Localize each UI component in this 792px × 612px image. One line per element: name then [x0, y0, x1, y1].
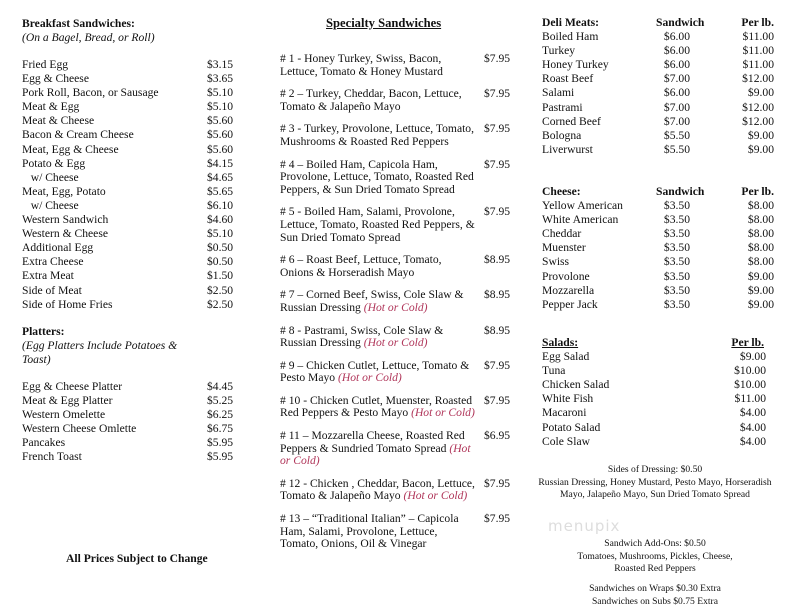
item-text: # 12 - Chicken , Cheddar, Bacon, Lettuce, Tomato & Jalapeño Mayo — [280, 476, 475, 503]
item-description — [280, 478, 476, 503]
item-name: Corned Beef — [542, 114, 601, 128]
item-price: $0.50 — [207, 255, 234, 269]
menu-item-row — [22, 298, 234, 312]
sandwich-price: $6.00 — [663, 86, 690, 100]
item-name: Meat & Cheese — [22, 114, 95, 128]
per-lb-price: $4.00 — [739, 406, 766, 420]
menu-item-row — [22, 185, 234, 199]
item-name: Roast Beef — [542, 72, 594, 86]
menu-item-row — [22, 86, 234, 100]
specialty-title: Specialty Sandwiches — [326, 16, 442, 30]
per-lb-price: $12.00 — [742, 114, 774, 128]
menu-item-row — [22, 171, 234, 185]
specialty-item — [280, 123, 512, 148]
item-name: Extra Cheese — [22, 255, 84, 269]
breakfast-subtitle: (On a Bagel, Bread, or Roll) — [22, 31, 155, 44]
item-price: $5.95 — [207, 436, 234, 450]
item-text: # 5 - Boiled Ham, Salami, Provolone, Lettuce, Tomato, Roasted Red Peppers, & Sun Dried Tomato Spread — [280, 205, 475, 244]
item-name: Macaroni — [542, 406, 587, 420]
per-lb-price: $4.00 — [739, 434, 766, 448]
menu-item-row — [22, 394, 234, 408]
item-text: # 8 - Pastrami, Swiss, Cole Slaw & Russian Dressing — [280, 323, 444, 350]
section-header — [542, 336, 776, 350]
platters-subtitle: (Egg Platters Include Potatoes & Toast) — [22, 339, 178, 366]
menu-item-row — [542, 101, 776, 115]
item-name: Tuna — [542, 364, 566, 378]
menu-item-row — [542, 350, 776, 364]
item-name: Meat, Egg, Potato — [22, 184, 106, 198]
hot-or-cold-label: (Hot or Cold) — [363, 336, 428, 350]
per-lb-price: $9.00 — [747, 283, 774, 297]
item-description — [280, 88, 476, 113]
item-name: French Toast — [22, 450, 82, 464]
hot-or-cold-label: (Hot or Cold) — [411, 406, 475, 420]
item-name: Chicken Salad — [542, 378, 610, 392]
item-price: $3.15 — [207, 58, 234, 71]
section-title: Salads: — [542, 336, 579, 349]
sandwich-price: $7.00 — [663, 72, 690, 86]
item-name: Yellow American — [542, 199, 623, 213]
item-name: White Fish — [542, 392, 594, 406]
menu-item-row — [542, 241, 776, 255]
per-lb-price: $8.00 — [747, 199, 774, 213]
per-lb-price: $9.00 — [739, 350, 766, 364]
item-price: $5.60 — [207, 142, 234, 156]
item-price: $5.10 — [207, 227, 234, 241]
specialty-item — [280, 325, 512, 350]
item-name: Bologna — [542, 128, 582, 142]
specialty-item — [280, 53, 512, 78]
item-price: $6.95 — [484, 429, 511, 443]
addons-list: Tomatoes, Mushrooms, Pickles, Cheese, Roasted Red Peppers — [577, 550, 733, 574]
menu-item-row — [542, 213, 776, 227]
item-price: $5.60 — [207, 114, 234, 128]
specialty-item — [280, 478, 512, 503]
menu-item-row — [542, 72, 776, 86]
sandwich-price: $3.50 — [663, 199, 690, 213]
item-price: $5.25 — [207, 394, 234, 408]
sandwich-price: $6.00 — [663, 44, 690, 58]
item-name: Cheddar — [542, 227, 582, 241]
dressing-note — [530, 464, 780, 502]
column-per-lb: Per lb. — [731, 336, 764, 349]
item-price: $2.50 — [207, 297, 234, 311]
item-price: $7.95 — [484, 87, 511, 101]
per-lb-price: $9.00 — [747, 86, 774, 100]
per-lb-price: $9.00 — [747, 128, 774, 142]
item-name: Potato & Egg — [22, 156, 86, 170]
per-lb-price: $12.00 — [742, 72, 774, 86]
item-name: Salami — [542, 86, 575, 100]
breakfast-list — [22, 58, 234, 312]
sandwich-price: $3.50 — [663, 213, 690, 227]
item-name: Pork Roll, Bacon, or Sausage — [22, 86, 159, 100]
menu-item-row — [22, 72, 234, 86]
dressing-title: Sides of Dressing: $0.50 — [607, 464, 703, 475]
specialty-item — [280, 289, 512, 314]
hot-or-cold-label: (Hot or Cold) — [280, 441, 471, 468]
menu-item-row — [542, 143, 776, 157]
menu-item-row — [542, 406, 776, 420]
per-lb-price: $10.00 — [734, 378, 766, 392]
column-per-lb: Per lb. — [741, 185, 774, 198]
wraps-note: Sandwiches on Wraps $0.30 Extra — [589, 583, 721, 594]
item-price: $6.10 — [207, 198, 234, 212]
item-name: Turkey — [542, 44, 576, 58]
specialty-list — [280, 53, 512, 561]
item-price: $4.65 — [207, 170, 234, 184]
menu-item-row — [542, 115, 776, 129]
menu-item-row — [542, 270, 776, 284]
item-price: $7.95 — [484, 52, 511, 65]
item-text: # 3 - Turkey, Provolone, Lettuce, Tomato, Mushrooms & Roasted Red Peppers — [280, 122, 475, 148]
sandwich-price: $7.00 — [663, 100, 690, 114]
menu-item-row — [542, 86, 776, 100]
deli-section — [542, 16, 776, 157]
per-lb-price: $11.00 — [742, 30, 774, 44]
menu-item-row — [22, 143, 234, 157]
menu-item-row — [22, 255, 234, 269]
item-name: Additional Egg — [22, 241, 94, 255]
item-name: Western Omelette — [22, 408, 106, 422]
item-name: Egg Salad — [542, 350, 590, 364]
item-text: # 10 - Chicken Cutlet, Muenster, Roasted Red Peppers & Pesto Mayo — [280, 393, 473, 420]
per-lb-price: $9.00 — [747, 297, 774, 311]
item-description — [280, 206, 476, 244]
item-price: $6.25 — [207, 408, 234, 422]
hot-or-cold-label: (Hot or Cold) — [363, 300, 428, 314]
cheese-section — [542, 185, 776, 312]
menu-item-row — [542, 378, 776, 392]
item-price: $6.75 — [207, 422, 234, 436]
menu-item-row — [542, 421, 776, 435]
per-lb-price: $11.00 — [742, 58, 774, 72]
item-price: $5.10 — [207, 86, 234, 100]
column-per-lb: Per lb. — [741, 16, 774, 29]
item-name: Western Sandwich — [22, 213, 109, 227]
dressing-list: Russian Dressing, Honey Mustard, Pesto Mayo, Horseradish Mayo, Jalapeño Mayo, Sun Dried Tomato Spread — [538, 476, 772, 500]
item-name: Meat & Egg — [22, 100, 80, 114]
item-price: $0.50 — [207, 241, 234, 255]
menu-item-row — [22, 408, 234, 422]
menu-item-row — [22, 128, 234, 142]
menu-item-row — [542, 58, 776, 72]
per-lb-price: $11.00 — [734, 392, 766, 406]
section-header — [542, 185, 776, 199]
item-price: $8.95 — [484, 323, 511, 337]
menu-item-row — [22, 213, 234, 227]
menu-item-row — [542, 44, 776, 58]
item-price: $8.95 — [484, 253, 511, 267]
price-change-note: All Prices Subject to Change — [66, 552, 208, 565]
item-name: Egg & Cheese Platter — [22, 380, 123, 393]
item-description — [280, 53, 476, 78]
item-price: $7.95 — [484, 476, 511, 490]
sandwich-price: $3.50 — [663, 227, 690, 241]
menu-item-row — [22, 269, 234, 283]
item-price: $5.95 — [207, 450, 234, 464]
item-name: Meat & Egg Platter — [22, 394, 113, 408]
addons-note — [530, 538, 780, 576]
column-sandwich: Sandwich — [656, 185, 705, 198]
specialty-item — [280, 395, 512, 420]
menu-item-row — [22, 450, 234, 464]
section-header — [542, 16, 776, 30]
per-lb-price: $11.00 — [742, 44, 774, 58]
item-text: # 9 – Chicken Cutlet, Lettuce, Tomato & Pesto Mayo — [280, 358, 470, 385]
menu-item-row — [22, 380, 234, 394]
item-text: # 11 – Mozzarella Cheese, Roasted Red Peppers & Sundried Tomato Spread — [280, 429, 465, 455]
per-lb-price: $4.00 — [739, 420, 766, 434]
item-name: Side of Meat — [22, 283, 82, 297]
item-price: $4.60 — [207, 213, 234, 227]
menu-item-row — [542, 30, 776, 44]
sandwich-price: $6.00 — [663, 58, 690, 72]
item-text: # 4 – Boiled Ham, Capicola Ham, Provolone, Lettuce, Tomato, Roasted Red Peppers, & Sun Dried Tomato Spread — [280, 157, 474, 196]
item-price: $7.95 — [484, 122, 511, 136]
item-name: Egg & Cheese — [22, 72, 89, 86]
menu-item-row — [542, 227, 776, 241]
specialty-item — [280, 88, 512, 113]
item-description — [280, 159, 476, 197]
menu-item-row — [542, 392, 776, 406]
item-price: $7.95 — [484, 512, 511, 526]
item-text: # 7 – Corned Beef, Swiss, Cole Slaw & Russian Dressing — [280, 288, 464, 314]
menu-item-row — [22, 241, 234, 255]
item-description — [280, 430, 476, 468]
item-description — [280, 395, 476, 420]
hot-or-cold-label: (Hot or Cold) — [337, 371, 402, 385]
sandwich-price: $3.50 — [663, 283, 690, 297]
item-description — [280, 123, 476, 148]
item-name: Liverwurst — [542, 142, 593, 156]
item-name: White American — [542, 213, 619, 227]
item-name: Provolone — [542, 269, 590, 283]
item-name: Fried Egg — [22, 58, 69, 71]
menu-item-row — [542, 284, 776, 298]
specialty-item — [280, 430, 512, 468]
per-lb-price: $8.00 — [747, 241, 774, 255]
item-description — [280, 325, 476, 350]
column-sandwich: Sandwich — [656, 16, 705, 29]
platters-list — [22, 380, 234, 465]
item-description — [280, 289, 476, 314]
sandwich-price: $6.00 — [663, 30, 690, 44]
menu-item-row — [22, 227, 234, 241]
menu-item-row — [542, 298, 776, 312]
per-lb-price: $9.00 — [747, 269, 774, 283]
menu-item-row — [542, 255, 776, 269]
item-description — [280, 254, 476, 279]
item-text: # 2 – Turkey, Cheddar, Bacon, Lettuce, Tomato & Jalapeño Mayo — [280, 87, 462, 113]
sandwich-price: $3.50 — [663, 269, 690, 283]
item-price: $2.50 — [207, 283, 234, 297]
per-lb-price: $8.00 — [747, 255, 774, 269]
salads-section — [542, 336, 776, 449]
menu-item-row — [542, 435, 776, 449]
item-name: w/ Cheese — [22, 198, 79, 212]
addons-title: Sandwich Add-Ons: $0.50 — [604, 538, 706, 549]
menu-item-row — [22, 100, 234, 114]
menu-item-row — [542, 364, 776, 378]
sandwich-price: $3.50 — [663, 241, 690, 255]
menu-item-row — [22, 199, 234, 213]
item-name: Side of Home Fries — [22, 297, 113, 311]
specialty-item — [280, 159, 512, 197]
item-name: Western & Cheese — [22, 227, 108, 241]
hot-or-cold-label: (Hot or Cold) — [403, 489, 468, 503]
sandwich-price: $3.50 — [663, 255, 690, 269]
item-name: Muenster — [542, 241, 586, 255]
item-name: Western Cheese Omlette — [22, 422, 137, 436]
menu-item-row — [542, 199, 776, 213]
item-name: Boiled Ham — [542, 30, 599, 44]
item-text: # 6 – Roast Beef, Lettuce, Tomato, Onions & Horseradish Mayo — [280, 253, 442, 279]
item-price: $4.15 — [207, 156, 234, 170]
sandwich-price: $5.50 — [663, 142, 690, 156]
sandwich-price: $7.00 — [663, 114, 690, 128]
item-price: $8.95 — [484, 288, 511, 302]
per-lb-price: $10.00 — [734, 364, 766, 378]
item-text: # 1 - Honey Turkey, Swiss, Bacon, Lettuce, Tomato & Honey Mustard — [280, 52, 443, 78]
item-price: $7.95 — [484, 393, 511, 407]
section-title: Cheese: — [542, 185, 581, 198]
item-price: $4.45 — [207, 380, 234, 393]
platters-title: Platters: — [22, 325, 65, 338]
per-lb-price: $8.00 — [747, 227, 774, 241]
item-name: Cole Slaw — [542, 434, 590, 448]
per-lb-price: $8.00 — [747, 213, 774, 227]
item-price: $7.95 — [484, 157, 511, 171]
item-name: Pastrami — [542, 100, 583, 114]
menu-item-row — [22, 157, 234, 171]
item-description — [280, 513, 476, 551]
item-price: $7.95 — [484, 205, 511, 219]
sandwich-price: $3.50 — [663, 297, 690, 311]
item-name: Extra Meat — [22, 269, 74, 283]
item-price: $7.95 — [484, 358, 511, 372]
item-price: $1.50 — [207, 269, 234, 283]
specialty-item — [280, 513, 512, 551]
item-name: Bacon & Cream Cheese — [22, 128, 134, 142]
sandwich-price: $5.50 — [663, 128, 690, 142]
item-price: $5.65 — [207, 184, 234, 198]
item-text: # 13 – “Traditional Italian” – Capicola Ham, Salami, Provolone, Lettuce, Tomato, Onions, Oil & Vinegar — [280, 512, 459, 551]
item-name: Meat, Egg & Cheese — [22, 142, 119, 156]
item-price: $3.65 — [207, 72, 234, 86]
specialty-item — [280, 360, 512, 385]
item-name: Mozzarella — [542, 283, 595, 297]
breakfast-title: Breakfast Sandwiches: — [22, 17, 135, 30]
menu-item-row — [22, 422, 234, 436]
extras-note — [530, 583, 780, 608]
specialty-item — [280, 254, 512, 279]
section-title: Deli Meats: — [542, 16, 599, 29]
item-name: Potato Salad — [542, 420, 601, 434]
item-name: w/ Cheese — [22, 170, 79, 184]
item-price: $5.60 — [207, 128, 234, 142]
watermark-logo: menupix — [548, 517, 621, 535]
item-name: Pancakes — [22, 436, 66, 450]
menu-item-row — [22, 58, 234, 72]
menu-item-row — [542, 129, 776, 143]
per-lb-price: $9.00 — [747, 142, 774, 156]
item-description — [280, 360, 476, 385]
item-name: Swiss — [542, 255, 570, 269]
item-price: $5.10 — [207, 100, 234, 114]
menu-item-row — [22, 284, 234, 298]
per-lb-price: $12.00 — [742, 100, 774, 114]
item-name: Pepper Jack — [542, 297, 598, 311]
specialty-item — [280, 206, 512, 244]
menu-item-row — [22, 114, 234, 128]
subs-note: Sandwiches on Subs $0.75 Extra — [591, 595, 719, 607]
menu-item-row — [22, 436, 234, 450]
item-name: Honey Turkey — [542, 58, 609, 72]
